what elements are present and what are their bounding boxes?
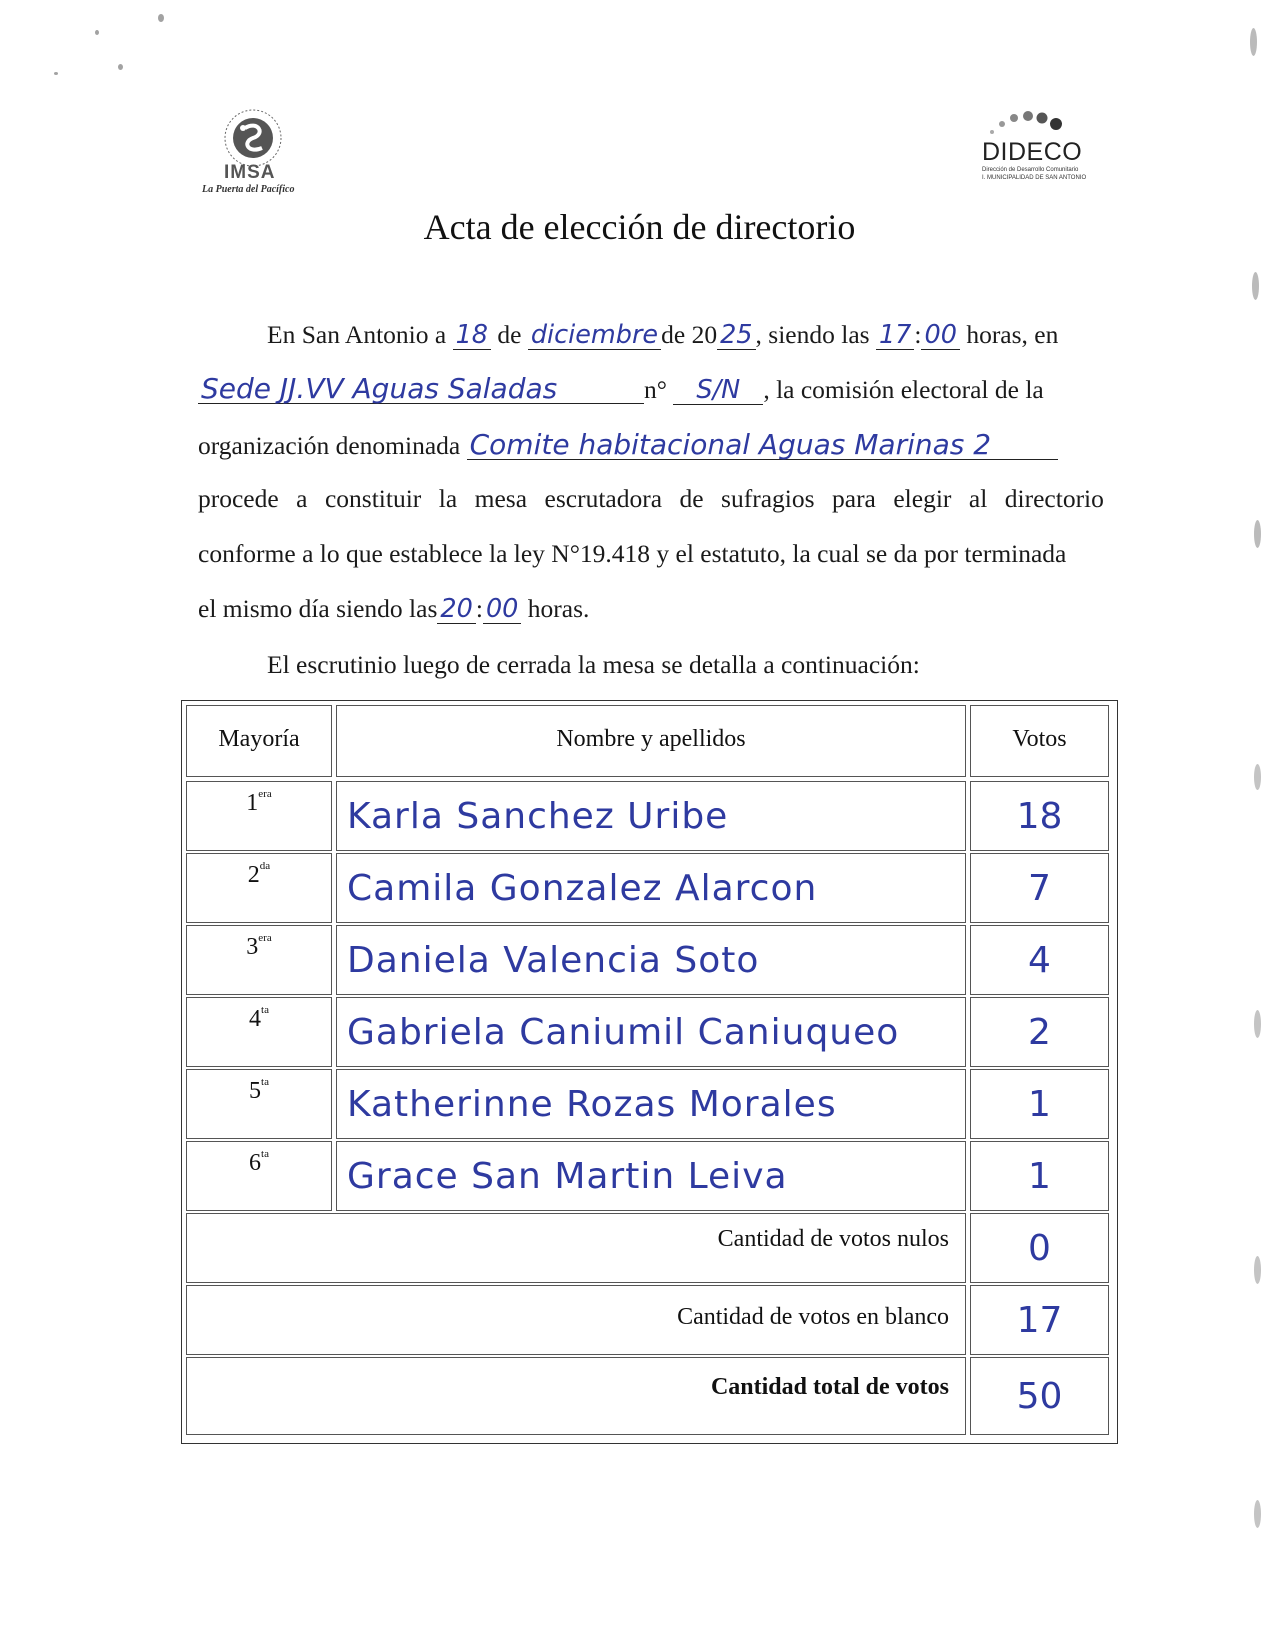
rank-label: $3^{era}$	[246, 932, 272, 960]
scan-speck	[118, 64, 123, 70]
candidate-name: Grace San Martin Leiva	[347, 1156, 788, 1197]
total-votes-label: Cantidad total de votos	[710, 1374, 949, 1400]
candidate-votes: 4	[1028, 940, 1051, 981]
text-word: para	[832, 484, 876, 513]
table-row-name	[336, 853, 966, 923]
scan-speck	[158, 14, 164, 22]
handwritten-end-hour: 20	[437, 596, 475, 624]
text-word: elegir	[893, 484, 952, 513]
text-segment: horas, en	[966, 320, 1059, 349]
scan-speck	[1250, 28, 1257, 56]
text-segment: :	[475, 594, 483, 623]
text-word: procede	[198, 484, 279, 513]
paragraph-line-6	[198, 596, 1104, 624]
dideco-subtitle: Dirección de Desarrollo Comunitario	[982, 167, 1079, 173]
handwritten-start-min: 00	[921, 322, 959, 350]
text-segment: el mismo día siendo las	[198, 594, 438, 623]
text-word: mesa	[474, 484, 528, 513]
handwritten-month: diciembre	[528, 322, 661, 350]
table-row-rank	[186, 853, 332, 923]
scan-speck	[1252, 272, 1259, 300]
header-name-cell	[336, 705, 966, 777]
dideco-municipality: I. MUNICIPALIDAD DE SAN ANTONIO	[982, 175, 1087, 181]
table-row-rank	[186, 997, 332, 1067]
table-row-name	[336, 997, 966, 1067]
document-title: Acta de elección de directorio	[423, 207, 856, 247]
candidate-name: Katherinne Rozas Morales	[347, 1084, 837, 1125]
results-table	[181, 700, 1118, 1444]
dideco-logo-text: DIDECO	[982, 138, 1083, 166]
paragraph-line-3	[198, 430, 1104, 460]
total-votes-cell	[970, 1357, 1109, 1435]
candidate-name: Daniela Valencia Soto	[347, 940, 760, 981]
table-row-rank	[186, 781, 332, 851]
text-word: a	[296, 484, 308, 513]
table-row-votes	[970, 1141, 1109, 1211]
header-rank: Mayoría	[218, 726, 300, 752]
table-row-name	[336, 1141, 966, 1211]
candidate-name: Gabriela Caniumil Caniuqueo	[347, 1012, 900, 1053]
handwritten-start-hour: 17	[876, 322, 914, 350]
table-row-name	[336, 925, 966, 995]
candidate-name: Camila Gonzalez Alarcon	[347, 868, 818, 909]
null-votes-cell	[970, 1213, 1109, 1283]
table-row-name	[336, 781, 966, 851]
candidate-votes: 1	[1028, 1084, 1051, 1125]
imsa-logo-text: IMSA	[224, 162, 276, 183]
scan-speck	[1254, 1010, 1261, 1038]
text-word: constituir	[324, 484, 422, 513]
handwritten-day: 18	[453, 322, 491, 350]
rank-label: $6^{ta}$	[249, 1148, 269, 1176]
rank-label: $2^{da}$	[247, 860, 271, 888]
text-segment: horas.	[527, 594, 590, 623]
null-votes-value: 0	[1028, 1228, 1051, 1269]
table-row-rank	[186, 1069, 332, 1139]
candidate-votes: 2	[1028, 1012, 1051, 1053]
header-votes: Votos	[1012, 726, 1067, 752]
handwritten-place: Sede JJ.VV Aguas Saladas	[198, 374, 644, 404]
text-word: escrutadora	[544, 484, 663, 513]
rank-label: $1^{era}$	[246, 788, 272, 816]
text-segment: , siendo las	[755, 320, 870, 349]
table-row-rank	[186, 1141, 332, 1211]
header-votes-cell	[970, 705, 1109, 777]
header-name: Nombre y apellidos	[556, 726, 746, 752]
candidate-votes: 7	[1028, 868, 1051, 909]
paragraph-line-1	[267, 322, 1104, 350]
blank-votes-label-cell	[186, 1285, 966, 1355]
handwritten-end-min: 00	[483, 596, 521, 624]
text-segment: organización denominada	[198, 431, 461, 460]
rank-label: $5^{ta}$	[249, 1076, 269, 1104]
null-votes-label-cell	[186, 1213, 966, 1283]
null-votes-label: Cantidad de votos nulos	[717, 1226, 949, 1252]
handwritten-year: 25	[717, 322, 755, 350]
handwritten-organization: Comite habitacional Aguas Marinas 2	[467, 430, 1058, 460]
table-row-votes	[970, 853, 1109, 923]
table-row-votes	[970, 1069, 1109, 1139]
scan-speck	[95, 30, 99, 35]
blank-votes-value: 17	[1016, 1300, 1063, 1341]
paragraph-line-4	[198, 486, 1104, 512]
blank-votes-cell	[970, 1285, 1109, 1355]
table-row-votes	[970, 925, 1109, 995]
header-rank-cell	[186, 705, 332, 777]
text-word: sufragios	[721, 484, 815, 513]
dideco-dots-logo	[982, 102, 1102, 142]
scan-speck	[1254, 1256, 1261, 1284]
handwritten-number: S/N	[673, 377, 763, 405]
text-word: al	[968, 484, 988, 513]
text-segment: de 20	[661, 320, 718, 349]
candidate-votes: 18	[1016, 796, 1063, 837]
scan-speck	[1254, 764, 1261, 790]
text-word: de	[679, 484, 704, 513]
paragraph-line-2	[198, 374, 1104, 405]
paragraph-line-5: conforme a lo que establece la ley N°19.418 y el estatuto, la cual se da por terminada	[198, 539, 1067, 568]
paragraph-line-7: El escrutinio luego de cerrada la mesa se detalla a continuación:	[267, 650, 920, 679]
table-row-votes	[970, 781, 1109, 851]
table-row-votes	[970, 997, 1109, 1067]
text-word: la	[438, 484, 458, 513]
rank-label: $4^{ta}$	[249, 1004, 269, 1032]
text-segment: :	[914, 320, 922, 349]
imsa-motto: La Puerta del Pacífico	[202, 184, 295, 195]
text-word: directorio	[1004, 484, 1104, 513]
scan-speck	[1254, 520, 1261, 548]
scan-speck	[1254, 1500, 1261, 1528]
text-segment: En San Antonio a	[267, 320, 447, 349]
candidate-votes: 1	[1028, 1156, 1051, 1197]
text-segment: n°	[644, 375, 667, 404]
table-row-rank	[186, 925, 332, 995]
candidate-name: Karla Sanchez Uribe	[347, 796, 729, 837]
total-votes-label-cell	[186, 1357, 966, 1435]
scan-speck	[54, 72, 58, 75]
text-segment: , la comisión electoral de la	[763, 375, 1044, 404]
table-row-name	[336, 1069, 966, 1139]
blank-votes-label: Cantidad de votos en blanco	[677, 1304, 949, 1330]
text-segment: de	[497, 320, 522, 349]
total-votes-value: 50	[1016, 1376, 1063, 1417]
